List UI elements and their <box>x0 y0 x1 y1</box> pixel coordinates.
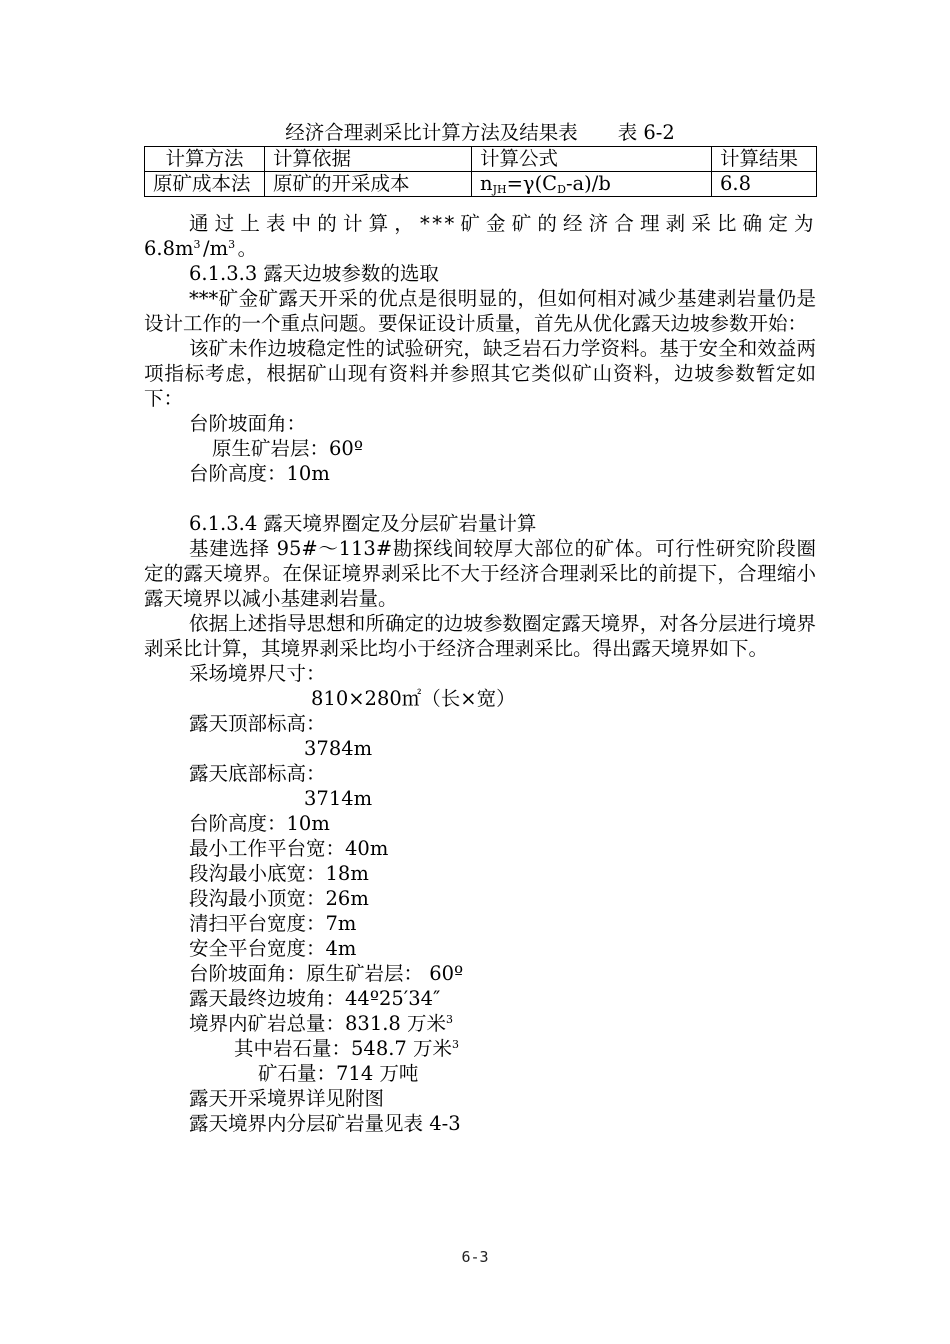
list-line: 台阶坡面角： <box>189 412 307 435</box>
paragraph: 基建选择 95#～113#勘探线间较厚大部位的矿体。可行性研究阶段圈定的露天境界。在保证境界剥采比不大于经济合理剥采比的前提下，合理缩小露天境界以减小基建剥岩量。 <box>144 537 816 610</box>
list-value: 3784m <box>304 737 373 760</box>
paragraph: 依据上述指导思想和所确定的边坡参数圈定露天境界，对各分层进行境界剥采比计算，其境界剥采比均小于经济合理剥采比。得出露天境界如下。 <box>144 612 816 660</box>
superscript: 3 <box>446 1013 454 1026</box>
table-header-cell: 计算结果 <box>712 147 817 172</box>
list-line: 采场境界尺寸： <box>189 662 326 685</box>
intro-paragraph <box>144 211 816 261</box>
superscript: 3 <box>193 238 204 251</box>
list-value: 810×280㎡（长×宽） <box>311 687 516 710</box>
paragraph: ***矿金矿露天开采的优点是很明显的，但如何相对减少基建剥岩量仍是设计工作的一个重点问题。要保证设计质量，首先从优化露天边坡参数开始： <box>144 287 816 335</box>
list-line: 清扫平台宽度：7m <box>189 912 357 935</box>
page-number: 6-3 <box>461 1248 489 1266</box>
table-cell-basis: 原矿的开采成本 <box>265 172 472 197</box>
formula-subscript: JH <box>492 183 507 196</box>
superscript: 3 <box>452 1038 460 1051</box>
list-line: 段沟最小底宽：18m <box>189 862 369 885</box>
table-title-text: 经济合理剥采比计算方法及结果表 <box>285 121 578 144</box>
list-line: 台阶坡面角：原生矿岩层： 60º <box>189 962 464 985</box>
formula-end: -a)/b <box>565 172 611 195</box>
list-line: 露天境界内分层矿岩量见表 4-3 <box>189 1112 461 1135</box>
formula-n: n <box>480 172 493 195</box>
list-line: 露天开采境界详见附图 <box>189 1087 385 1110</box>
list-line: 露天最终边坡角：44º25′34″ <box>189 987 441 1010</box>
intro-slash: /m <box>203 237 229 260</box>
list-line: 段沟最小顶宽：26m <box>189 887 369 910</box>
rock-volume: 其中岩石量：548.7 万米 <box>234 1037 453 1060</box>
list-line <box>144 1036 816 1061</box>
table-cell-formula <box>472 172 712 197</box>
table-number: 表 6-2 <box>617 121 675 144</box>
formula-subscript: D <box>557 183 566 196</box>
superscript: 3 <box>228 238 238 251</box>
list-line: 矿石量：714 万吨 <box>258 1062 419 1085</box>
list-line: 安全平台宽度：4m <box>189 937 357 960</box>
page-content <box>144 120 816 1136</box>
formula-middle: =γ(C <box>506 172 558 195</box>
table-cell-result: 6.8 <box>712 172 817 197</box>
table-row <box>145 172 817 197</box>
list-line: 露天底部标高： <box>189 762 326 785</box>
intro-text: 通过上表中的计算，***矿金矿的经济合理剥采比确定为 <box>189 212 816 235</box>
table-header-cell: 计算方法 <box>145 147 265 172</box>
calculation-table <box>144 146 817 197</box>
table-header-row <box>145 147 817 172</box>
list-value: 3714m <box>304 787 373 810</box>
section-heading: 6.1.3.3 露天边坡参数的选取 <box>189 262 439 285</box>
spacer <box>144 486 816 511</box>
list-line: 原生矿岩层：60º <box>212 437 363 460</box>
table-title <box>144 120 816 145</box>
list-line: 最小工作平台宽：40m <box>189 837 389 860</box>
table-header-cell: 计算公式 <box>472 147 712 172</box>
list-line: 露天顶部标高： <box>189 712 326 735</box>
intro-end: 。 <box>237 237 260 260</box>
table-cell-method: 原矿成本法 <box>145 172 265 197</box>
section-heading: 6.1.3.4 露天境界圈定及分层矿岩量计算 <box>189 512 537 535</box>
total-volume: 境界内矿岩总量：831.8 万米 <box>189 1012 447 1035</box>
list-line <box>144 1011 816 1036</box>
list-line: 台阶高度：10m <box>189 462 330 485</box>
list-line: 台阶高度：10m <box>189 812 330 835</box>
paragraph: 该矿未作边坡稳定性的试验研究，缺乏岩石力学资料。基于安全和效益两项指标考虑，根据矿山现有资料并参照其它类似矿山资料，边坡参数暂定如下： <box>144 337 816 410</box>
intro-value: 6.8m <box>144 237 194 260</box>
table-header-cell: 计算依据 <box>265 147 472 172</box>
